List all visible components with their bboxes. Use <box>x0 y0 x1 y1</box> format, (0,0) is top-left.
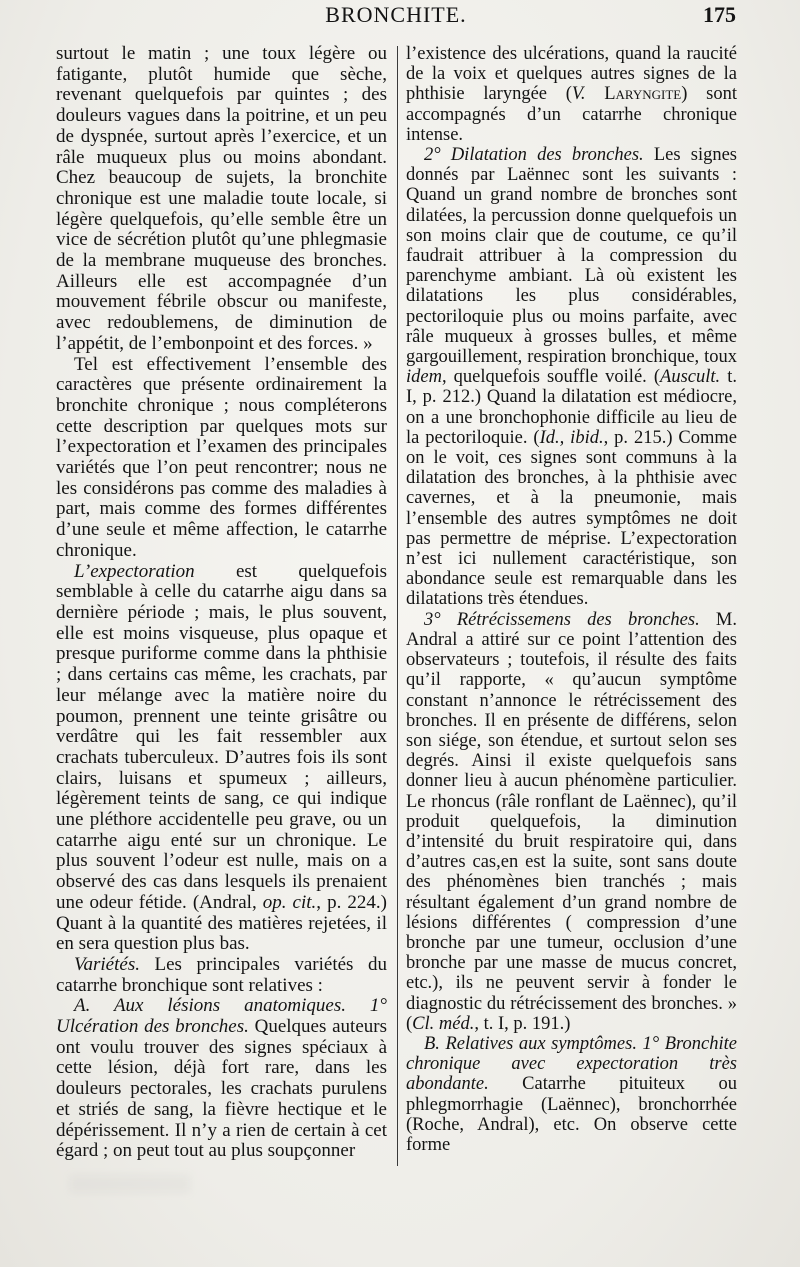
paragraph-continuation <box>56 44 387 355</box>
paragraph-retrecissemens <box>406 610 737 1034</box>
page-number: 175 <box>703 2 736 27</box>
paragraph-text: Catarrhe pituiteux ou phlegmorrhagie (Laënnec), bronchorrhée (Roche, Andral), etc. On observe cette forme <box>406 1074 737 1155</box>
citation: Id., ibid. <box>539 427 604 448</box>
paragraph-text: Tel est effectivement l’ensemble des caractères que présente ordinairement la bronchite chronique ; nous compléterons cette description par quelques mots sur l’expectoration et l’examen des principales variétés que l’on peut rencontrer; nous ne les considérons pas comme des maladies à part, mais comme des formes différentes d’une seule et même affection, le catarrhe chronique. <box>56 353 387 561</box>
page-stain <box>70 1175 190 1193</box>
paragraph-text: , p. 215.) Comme on le voit, ces signes sont communs à la dilatation des bronches, à la phthisie avec cavernes, et à la pneumonie, mais l’ensemble des autres symptômes ne doit pas permettre de méprise. L’expectoration n’est ici nullement caractéristique, son abondance seule est remarquable dans les dilatations très étendues. <box>406 427 737 610</box>
paragraph-text: t. I, p. 212.) Quand la dilatation est médiocre, on a une bronchophonie difficile au lieu de la pectoriloquie. ( <box>406 367 737 448</box>
running-title: BRONCHITE. <box>325 2 467 27</box>
paragraph-text: est quelquefois semblable à celle du catarrhe aigu dans sa dernière période ; mais, le plus souvent, elle est moins visqueuse, plus opaque et presque puriforme comme dans la phthisie ; dans certains cas même, les crachats, par leur mélange avec la matière noire du poumon, prennent une teinte grisâtre ou verdâtre qui les fait ressembler aux crachats tuberculeux. D’autres fois ils sont clairs, luisans et spumeux ; ailleurs, légèrement teints de sang, ce qui indique une pléthore accidentelle peu grave, ou un catarrhe aigu enté sur un chronique. Le plus souvent l’odeur est nulle, mais on a observé des cas dans lesquels ils prenaient une odeur fétide. (Andral, <box>56 560 387 913</box>
paragraph-text: ) sont accompagnés d’un catarrhe chronique intense. <box>406 84 737 145</box>
section-heading: 3° Rétrécissemens des bronches. <box>424 609 700 630</box>
section-heading: A. Aux lésions anatomiques. 1° Ulcération des bronches. <box>56 995 387 1038</box>
citation: op. cit. <box>262 891 317 913</box>
paragraph-expectoration <box>56 562 387 955</box>
cross-reference: V. <box>571 84 586 105</box>
paragraph-text: , quelquefois souffle voilé. ( <box>441 367 661 388</box>
emphasis: idem <box>406 367 442 388</box>
paragraph-ensemble <box>56 355 387 562</box>
cross-reference-word: Laryngite <box>604 84 682 105</box>
paragraph-lesions <box>56 996 387 1162</box>
section-heading: Variétés. <box>74 953 140 975</box>
paragraph-text: Quelques auteurs ont voulu trouver des signes spéciaux à cette lésion, déjà fort rare, dans les douleurs pectorales, les crachats purulens et striés de sang, la fièvre hectique et le dépérissement. Il n’y a rien de certain à cet égard ; on peut tout au plus soupçonner <box>56 1016 387 1162</box>
paragraph-text: l’existence des ulcérations, quand la raucité de la voix et quelques autres signes de la phthisie laryngée ( <box>406 44 737 105</box>
section-heading: B. Relatives aux symptômes. 1° Bronchite chronique avec expectoration très abondante. <box>406 1033 737 1095</box>
column-divider <box>397 46 398 1166</box>
citation: Auscult. <box>660 367 721 388</box>
page-header <box>56 2 736 38</box>
paragraph-continuation <box>406 44 737 145</box>
paragraph-text: M. Andral a attiré sur ce point l’attention des observateurs ; toutefois, il résulte des faits qu’il rapporte, « qu’aucun symptôme constant n’annonce le rétrécissement des bronches. Il en présente de différens, selon son siége, son étendue, et surtout selon ses degrés. Ainsi il existe quelquefois sans donner lieu à aucun phénomène particulier. Le rhoncus (râle ronflant de Laënnec), qu’il produit quelquefois, la diminution d’intensité du bruit respiratoire qui, dans d’autres cas,en est la suite, sont sans doute des phénomènes bien tranchés ; mais résultant également d’un grand nombre de lésions différentes ( compression d’une bronche par une tumeur, occlusion d’une bronche par une masse de mucus concret, etc.), ils ne peuvent servir à fonder le diagnostic du rétrécissement des bronches. » ( <box>406 609 737 1034</box>
section-heading: L’expectoration <box>74 560 195 582</box>
paragraph-dilatation <box>406 145 737 610</box>
section-heading: 2° Dilatation des bronches. <box>424 145 644 166</box>
left-column <box>56 44 387 1162</box>
paragraph-text: surtout le matin ; une toux légère ou fatigante, plutôt humide que sèche, revenant quelquefois par quintes ; des douleurs vagues dans la poitrine, et un peu de dyspnée, surtout après l’exercice, et un râle muqueux plus ou moins abondant. Chez beaucoup de sujets, la bronchite chronique est une maladie toute locale, si légère quelquefois, qu’elle semble être un vice de sécrétion plutôt qu’une phlegmasie de la membrane muqueuse des bronches. Ailleurs elle est accompagnée d’un mouvement fébrile obscur ou manifeste, avec redoublemens, de diminution de l’appétit, de l’embonpoint et des forces. » <box>56 43 387 354</box>
paragraph-text: , p. 224.) Quant à la quantité des matières rejetées, il en sera question plus bas. <box>56 891 387 955</box>
paragraph-text: Les signes donnés par Laënnec sont les suivants : Quand un grand nombre de bronches sont dilatées, la percussion donne quelquefois un son moins clair que de coutume, ce qu’il faudrait attribuer à la compression du parenchyme ambiant. Là où existent les dilatations les plus considérables, pectoriloquie plus ou moins parfaite, avec râle muqueux à grosses bulles, et même gargouillement, respiration bronchique, toux <box>406 145 737 368</box>
paragraph-text: , t. I, p. 191.) <box>474 1013 571 1034</box>
paragraph-symptomes <box>406 1034 737 1155</box>
paragraph-varietes <box>56 955 387 996</box>
paragraph-text: Les principales variétés du catarrhe bronchique sont relatives : <box>56 953 387 996</box>
right-column <box>406 44 737 1155</box>
citation: Cl. méd. <box>412 1013 475 1034</box>
